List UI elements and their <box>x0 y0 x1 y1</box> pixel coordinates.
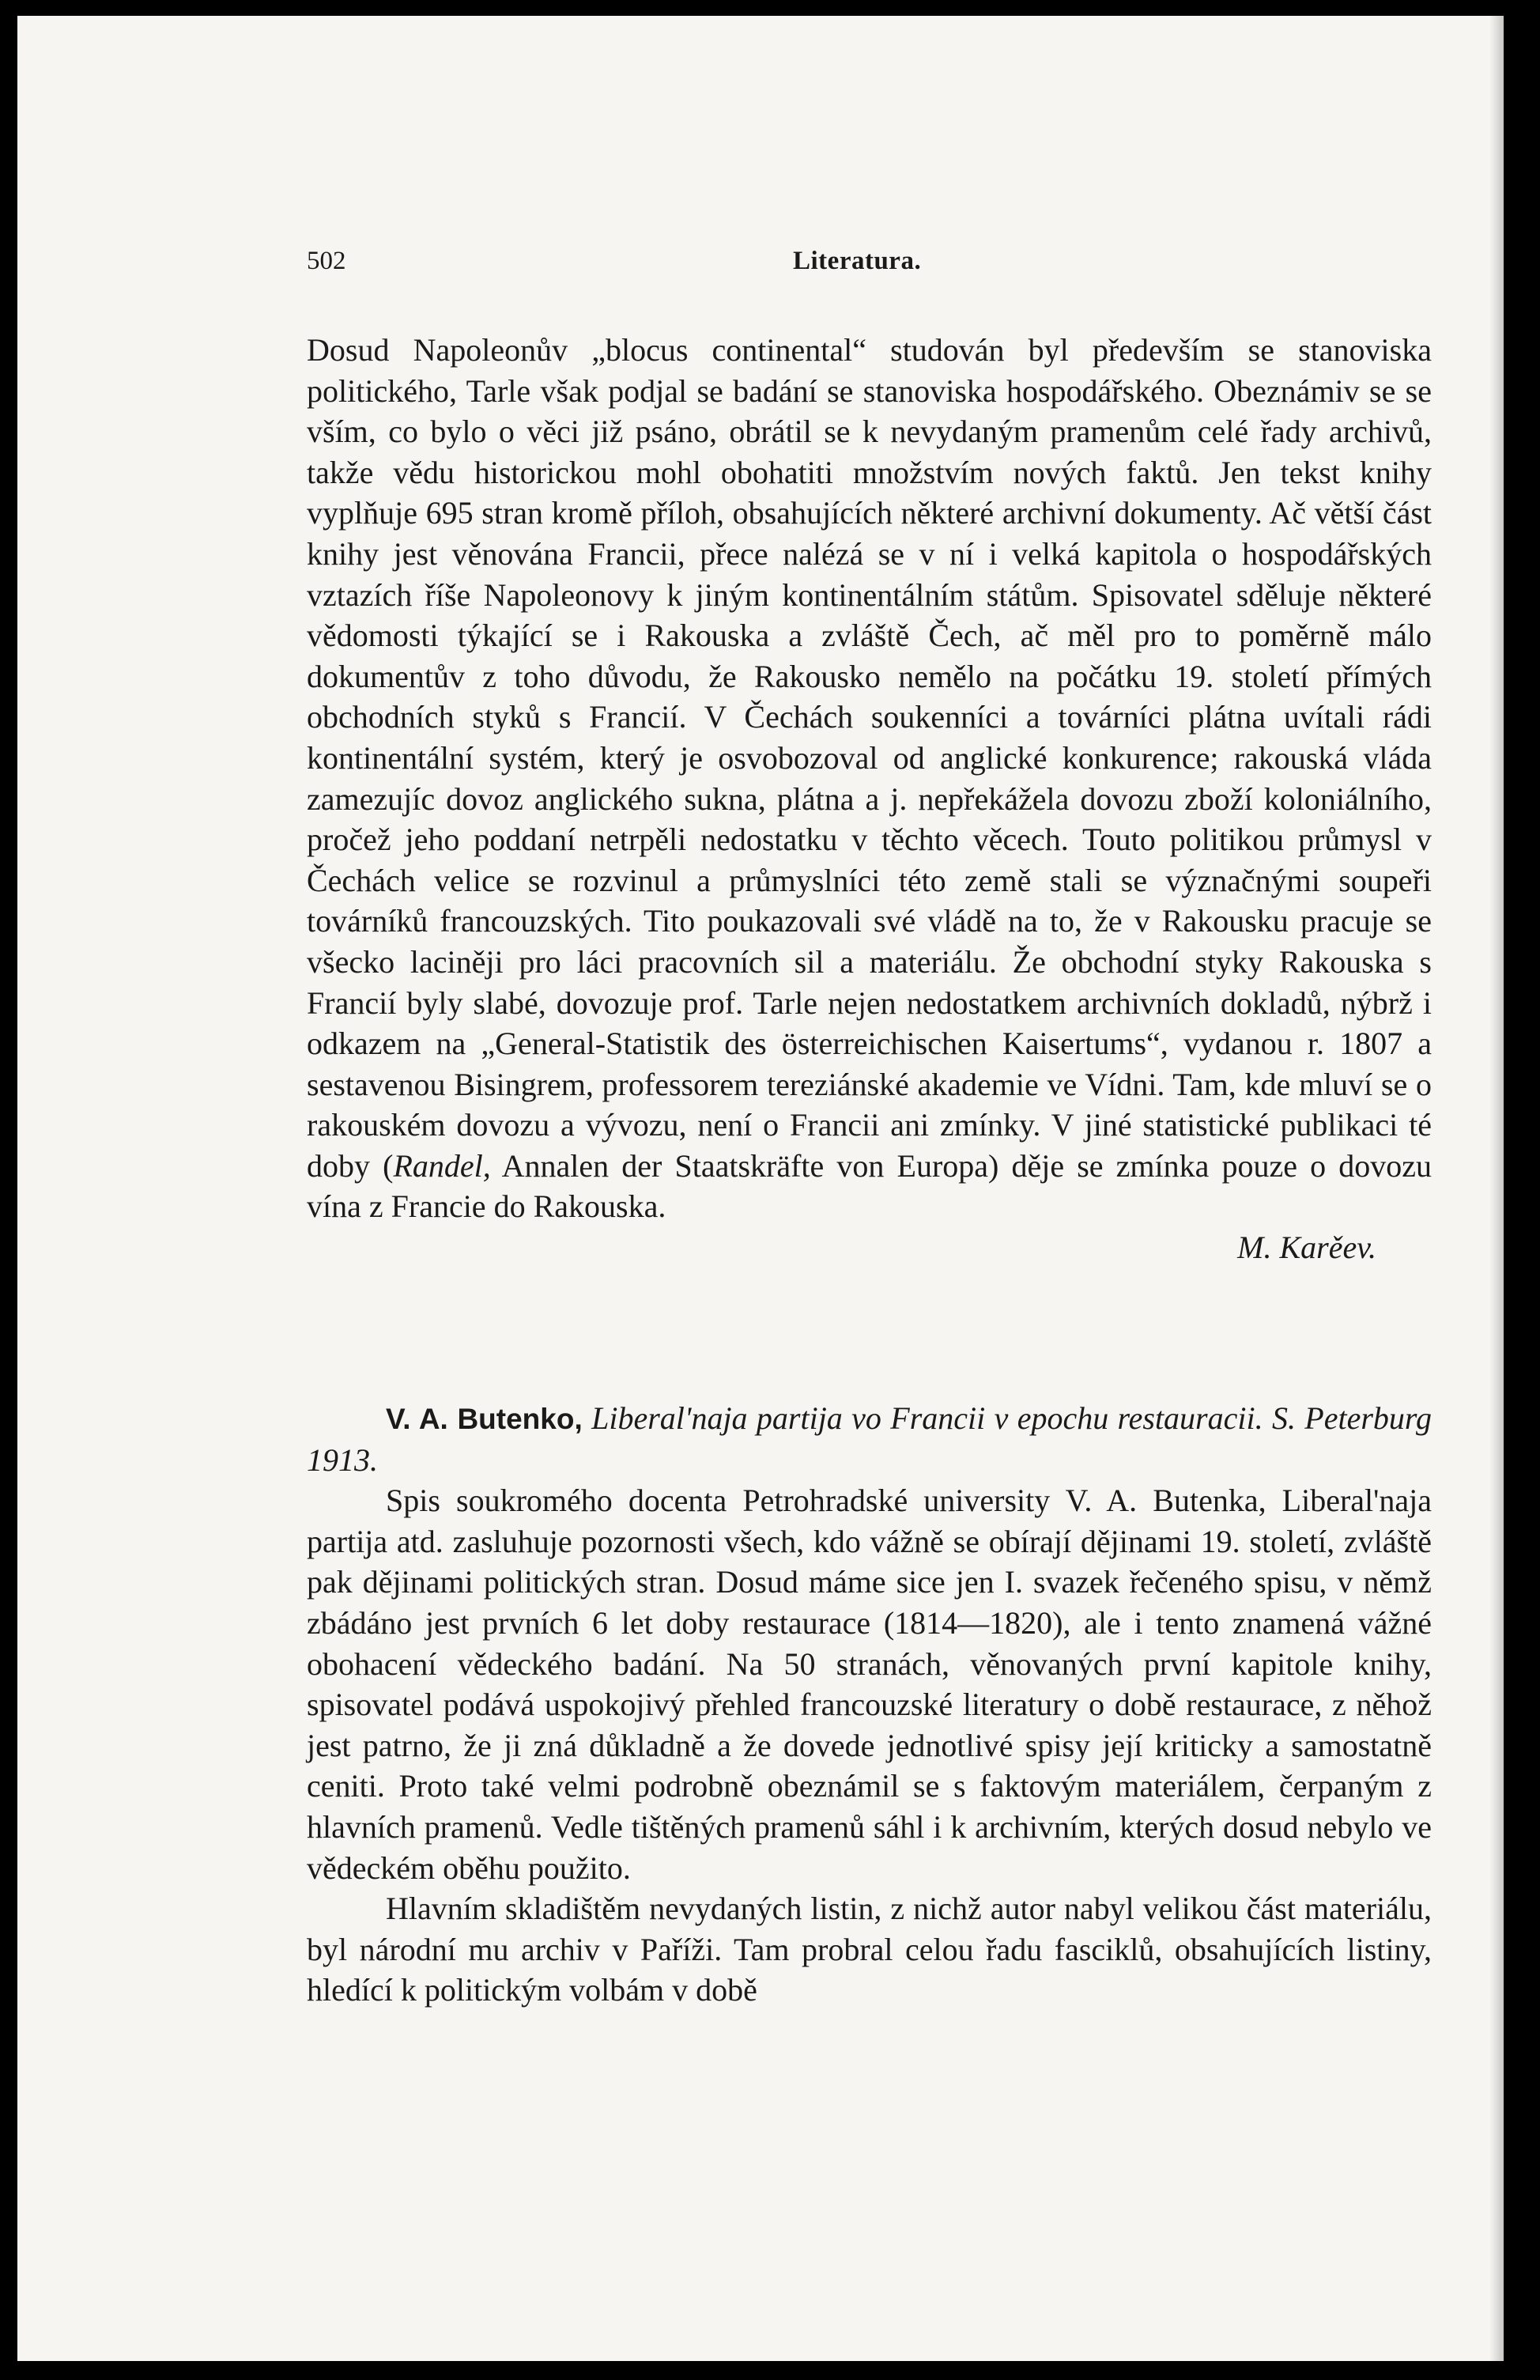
paragraph-text: Dosud Napoleonův „blocus continental“ studován byl především se stanoviska politického, Tarle však podjal se badání se stanoviska hospodářského. Obeznámiv se se vším, co bylo o věci již psáno, obrátil se k nevydaným pramenům celé řady archivů, takže vědu historickou mohl obohatiti množstvím nových faktů. Jen tekst knihy vyplňuje 695 stran kromě příloh, obsahujících některé archivní dokumenty. Ač větší část knihy jest věnována Francii, přece nalézá se v ní i velká kapitola o hospodářských vztazích říše Napoleonovy k jiným kontinentálním státům. Spisovatel sděluje některé vědomosti týkající se i Rakouska a zvláště Čech, ač měl pro to poměrně málo dokumentův z toho důvodu, že Rakousko nemělo na počátku 19. století přímých obchodních styků s Francií. V Čechách soukenníci a továrníci plátna uvítali rádi kontinentální systém, který je osvobozoval od anglické konkurence; rakouská vláda zamezujíc dovoz anglického sukna, plátna a j. nepřekážela dovozu zboží koloniálního, pročež jeho poddaní netrpěli nedostatku v těchto věcech. Touto politikou průmysl v Čechách velice se rozvinul a průmyslníci této země stali se význačnými soupeři továrníků francouzských. Tito poukazovali své vládě na to, že v Rakousku pracuje se všecko laciněji pro láci pracovních sil a materiálu. Že obchodní styky Rakouska s Francií byly slabé, dovozuje prof. Tarle nejen nedostatkem archivních dokladů, nýbrž i odkazem na „General-Statistik des österreichischen Kaisertums“, vydanou r. 1807 a sestavenou Bisingrem, professorem tereziánské akademie ve Vídni. Tam, kde mluví se o rakouském dovozu a vývozu, není o Francii ani zmínky. V jiné statistické publikaci té doby ( <box>307 332 1432 1184</box>
review-butenko <box>307 1398 1432 2011</box>
review-paragraph <box>307 330 1432 1227</box>
review-paragraph: Spis soukromého docenta Petrohradské university V. A. Butenka, Liberal'naja partija atd. zasluhuje pozornosti všech, kdo vážně se obírají dějinami 19. století, zvláště pak dějinami politických stran. Dosud máme sice jen I. svazek řečeného spisu, v němž zbádáno jest prvních 6 let doby restaurace (1814—1820), ale i tento znamená vážné obohacení vědeckého badání. Na 50 stranách, věnovaných první kapitole knihy, spisovatel podává uspokojivý přehled francouzské literatury o době restaurace, z něhož jest patrno, že ji zná důkladně a že dovede jednotlivé spisy její kriticky a samostatně ceniti. Proto také velmi podrobně obeznámil se s faktovým materiálem, čerpaným z hlavních pramenů. Vedle tištěných pramenů sáhl i k archivním, kterých dosud nebylo ve vědeckém oběhu použito. <box>307 1483 1432 1886</box>
running-title: Literatura. <box>793 247 922 275</box>
book-author: V. A. Butenko, <box>386 1403 583 1435</box>
book-page <box>17 16 1504 2361</box>
book-title: Liberal'naja partija vo Francii v epochu restauracii. S. Peterburg 1913. <box>307 1400 1432 1478</box>
reviewer-signature: M. Karěev. <box>1237 1230 1376 1266</box>
page-edge <box>1489 16 1504 2361</box>
cited-author: Randel, <box>393 1147 491 1184</box>
running-head <box>307 247 1432 286</box>
page-number: 502 <box>307 247 346 275</box>
paragraph-text-end: Annalen der Staatskräfte von Europa) děje se zmínka pouze o dovozu vína z Francie do Rakouska. <box>307 1147 1432 1225</box>
review-tarle <box>307 330 1432 1268</box>
book-citation <box>307 1398 1432 1480</box>
review-paragraph: Hlavním skladištěm nevydaných listin, z nichž autor nabyl velikou část materiálu, byl národní mu archiv v Paříži. Tam probral celou řadu fasciklů, obsahujících listiny, hledící k politickým volbám v době <box>307 1891 1432 2008</box>
